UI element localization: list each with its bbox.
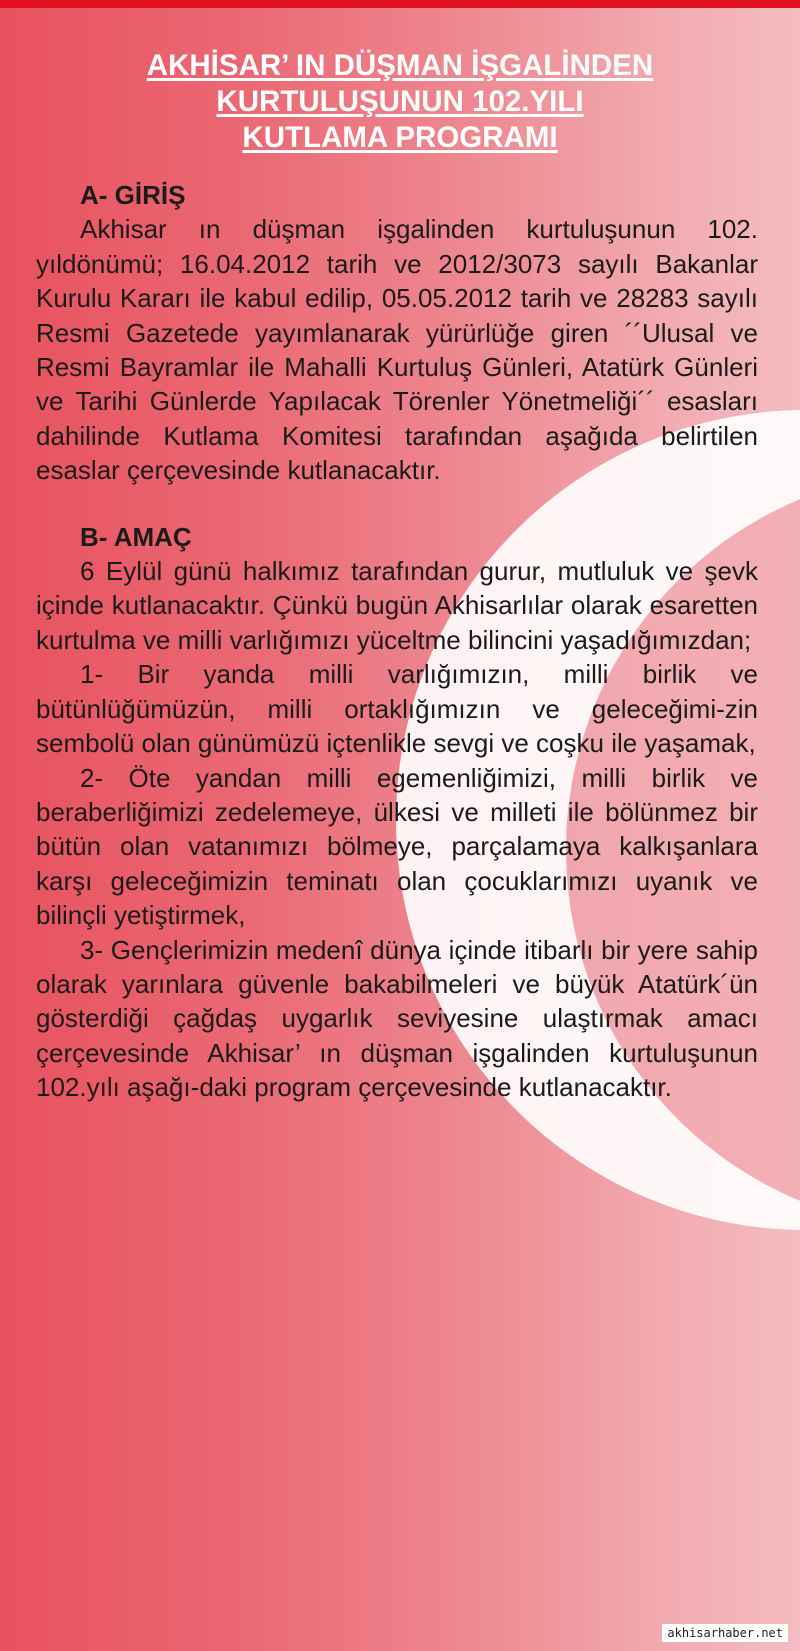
section-spacer <box>36 488 758 520</box>
document-body <box>36 178 758 1105</box>
amac-item-1: 1- Bir yanda milli varlığımızın, milli birlik ve bütünlüğümüzün, milli ortaklığımızın ve geleceğimi-zin sembolü olan günümüzü içtenlikle sevgi ve coşku ile yaşamak, <box>36 659 758 759</box>
page-title <box>0 48 800 156</box>
amac-item-3: 3- Gençlerimizin medenî dünya içinde itibarlı bir yere sahip olarak yarınlara güvenle bakabilmeleri ve büyük Atatürk´ün gösterdiği çağdaş uygarlık seviyesine ulaştırmak amacı çerçevesinde Akhisar’ ın düşman işgalinden kurtuluşunun 102.yılı aşağı-daki program çerçevesinde kutlanacaktır. <box>36 934 758 1103</box>
section-heading-amac: B- AMAÇ <box>80 521 192 552</box>
amac-intro-paragraph: 6 Eylül günü halkımız tarafından gurur, mutluluk ve şevk içinde kutlanacaktır. Çünkü bugün Akhisarlılar olarak esaretten kurtulma ve milli varlığımızı yüceltme bilincini yaşadığımızdan; <box>36 556 758 655</box>
section-heading-giris: A- GİRİŞ <box>80 180 186 210</box>
giris-paragraph: Akhisar ın düşman işgalinden kurtuluşunun 102. yıldönümü; 16.04.2012 tarih ve 2012/3073 sayılı Bakanlar Kurulu Kararı ile kabul edilip, 05.05.2012 tarih ve 28283 sayılı Resmi Gazetede yayımlanarak yürürlüğe giren ´´Ulusal ve Resmi Bayramlar ile Mahalli Kurtuluş Günleri, Atatürk Günleri ve Tarihi Günlerde Yapılacak Törenler Yönetmeliği´´ esasları dahilinde Kutlama Komitesi tarafından aşağıda belirtilen esaslar çerçevesinde kutlanacaktır. <box>36 214 758 486</box>
amac-item-2: 2- Öte yandan milli egemenliğimizi, milli birlik ve beraberliğimizi zedelemeye, ülkesi ve milleti ile bölünmez bir bütün olan vatanımızı bölmeye, parçalamaya kalkışanlara karşı geleceğimizin teminatı olan çocuklarımızı uyanık ve bilinçli yetiştirmek, <box>36 762 758 931</box>
title-line-2: KURTULUŞUNUN 102.YILI <box>216 85 584 118</box>
title-line-3: KUTLAMA PROGRAMI <box>242 121 558 154</box>
site-watermark: akhisarhaber.net <box>662 1624 788 1642</box>
top-red-bar <box>0 0 800 8</box>
title-line-1: AKHİSAR’ IN DÜŞMAN İŞGALİNDEN <box>146 49 654 82</box>
